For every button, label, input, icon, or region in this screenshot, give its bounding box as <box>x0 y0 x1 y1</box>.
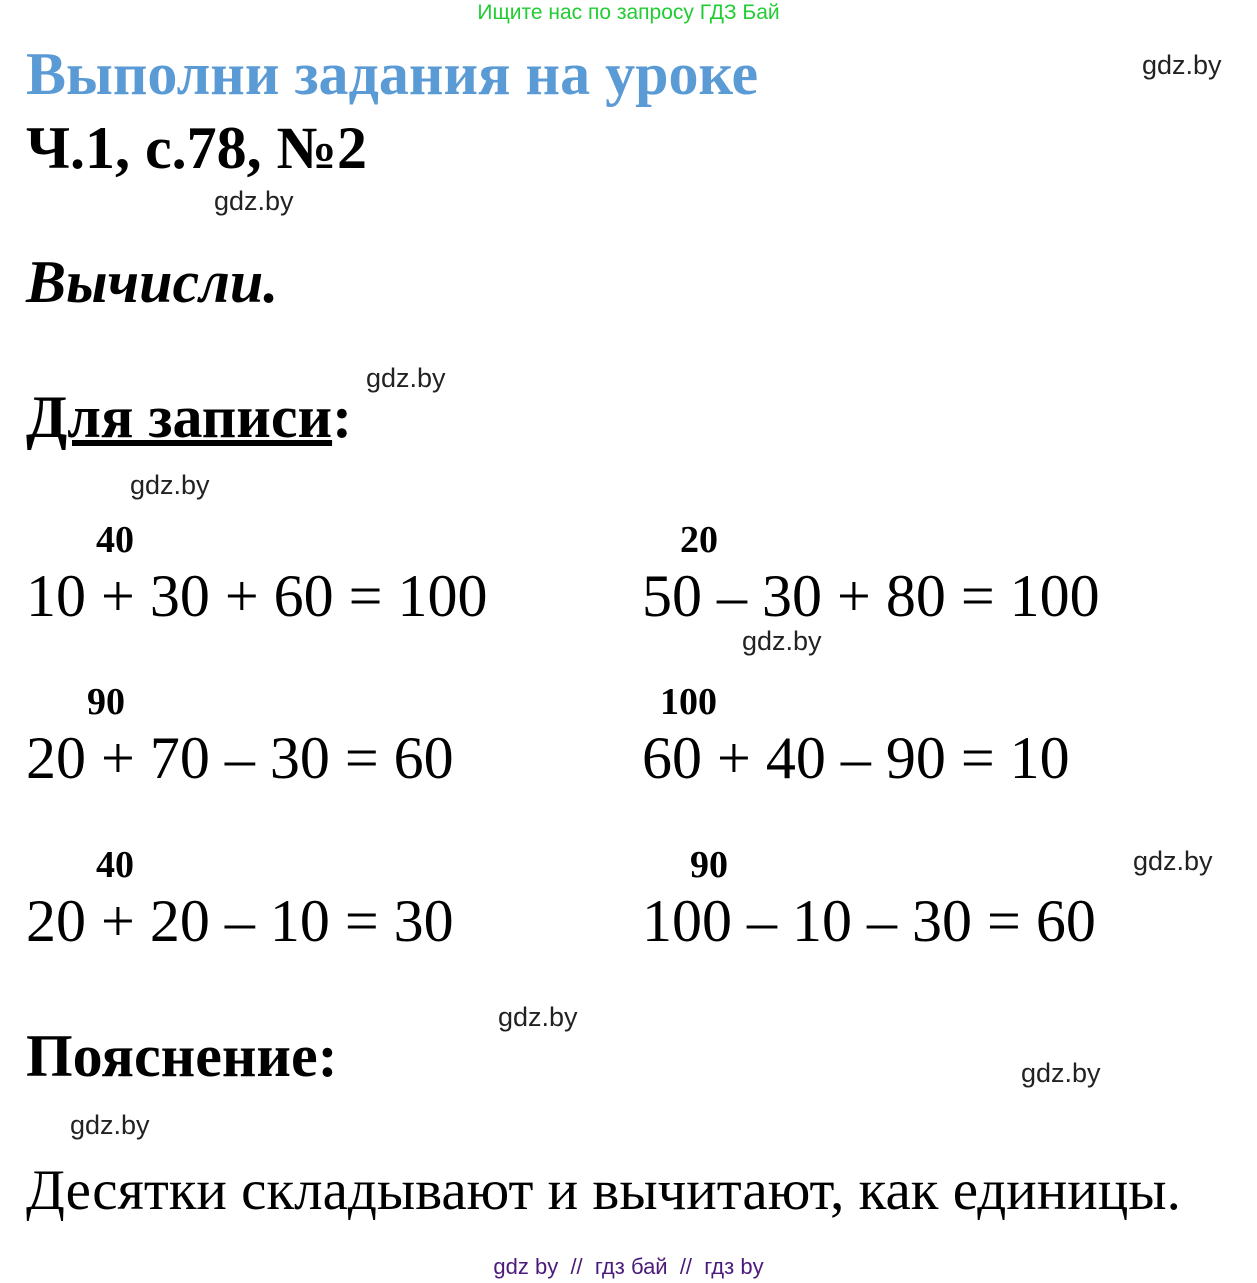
explanation-text: Десятки складывают и вычитают, как единицы. <box>26 1159 1181 1222</box>
hint: 20 <box>680 519 718 561</box>
equation: 20 + 20 – 10 = 30 <box>26 888 454 954</box>
watermark: gdz.by <box>214 186 294 216</box>
watermark: gdz.by <box>1133 846 1213 876</box>
equation: 60 + 40 – 90 = 10 <box>642 725 1070 791</box>
equation: 100 – 10 – 30 = 60 <box>642 888 1096 954</box>
equation: 20 + 70 – 30 = 60 <box>26 725 454 791</box>
watermark: gdz.by <box>70 1110 150 1140</box>
watermark: gdz.by <box>742 626 822 656</box>
search-banner: Ищите нас по запросу ГДЗ Бай <box>477 1 780 24</box>
task-instruction: Вычисли. <box>26 249 279 315</box>
watermark: gdz.by <box>366 363 446 393</box>
hint: 100 <box>660 681 717 723</box>
page-title: Выполни задания на уроке <box>26 41 759 107</box>
hint: 40 <box>96 519 134 561</box>
record-heading <box>26 384 353 450</box>
hint: 90 <box>87 681 125 723</box>
task-reference: Ч.1, с.78, №2 <box>26 115 367 181</box>
watermark: gdz.by <box>1142 50 1222 80</box>
hint: 40 <box>96 844 134 886</box>
record-heading-text: Для записи <box>26 384 333 450</box>
equation: 50 – 30 + 80 = 100 <box>642 563 1100 629</box>
watermark: gdz.by <box>1021 1058 1101 1088</box>
explanation-heading: Пояснение: <box>26 1023 338 1089</box>
equation: 10 + 30 + 60 = 100 <box>26 563 488 629</box>
hint: 90 <box>690 844 728 886</box>
footer-links: gdz by // гдз бай // гдз by <box>493 1254 764 1279</box>
watermark: gdz.by <box>498 1002 578 1032</box>
watermark: gdz.by <box>130 470 210 500</box>
record-heading-colon: : <box>332 384 353 450</box>
